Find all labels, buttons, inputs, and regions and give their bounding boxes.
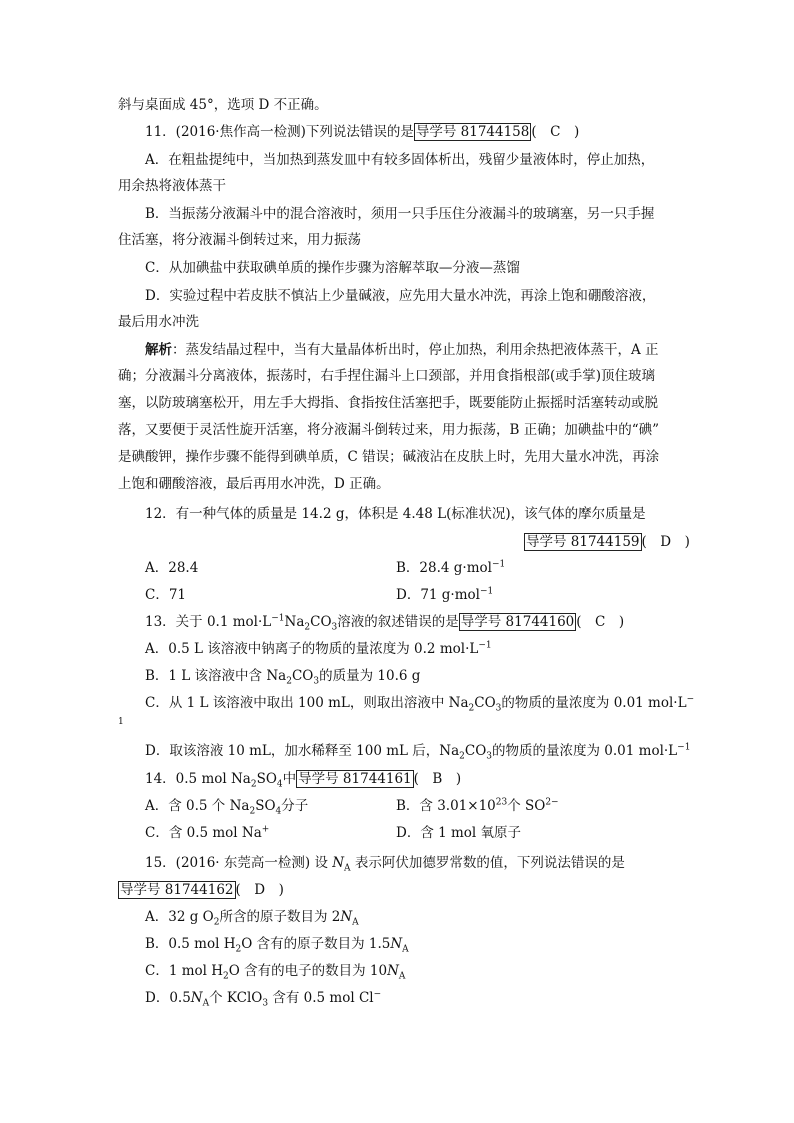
q14-option-b: B．含 $3.01\times 10^{23}$个 $SO^{2-}$ [396, 797, 559, 814]
q14-answer: ( B ) [413, 771, 462, 787]
q13-answer: ( C ) [576, 614, 625, 630]
q11-code: 导学号 81744158 [415, 124, 530, 140]
q11-analysis-5: 是碘酸钾，操作步骤不能得到碘单质，C 错误；碱液沾在皮肤上时，先用大量水冲洗，再涂 [118, 449, 660, 465]
q11-option-a-wrap: 用余热将液体蒸干 [118, 178, 226, 194]
q14-code: 导学号 81744161 [298, 771, 412, 787]
q15-code-line [118, 879, 284, 901]
q13-option-d: D．取该溶液 10 mL，加水稀释至 100 mL 后，$Na_2CO_3$的物质的量浓度为 0.01 $mol\cdot L^{-1}$ [145, 742, 691, 762]
q11-analysis: 解析：蒸发结晶过程中，当有大量晶体析出时，停止加热，利用余热把液体蒸干，A 正 [145, 342, 659, 358]
q13-stem: 13．关于 0.1 $mol\cdot L^{-1}Na_2CO_3$溶液的叙述错误的是 导学号 81744160 ( C ) [145, 613, 625, 633]
q15-option-b: B．0.5 mol $H_2O$ 含有的原子数目为 $1.5N_A$ [145, 936, 409, 955]
q12-option-a: A．28.4 [145, 560, 199, 576]
q12-option-b: B．28.4 g·mol$^{-1}$ [396, 559, 506, 576]
q15-option-c: C．1 mol $H_2O$ 含有的电子的数目为 $10N_A$ [145, 963, 406, 982]
q11-option-c: C．从加碘盐中获取碘单质的操作步骤为溶解萃取—分液—蒸馏 [145, 260, 520, 276]
q15-stem: 15．(2016· 东莞高一检测) 设 $N_A$ 表示阿伏加德罗常数的值，下列说法错误的是 [145, 855, 625, 874]
q11-option-b: B．当振荡分液漏斗中的混合溶液时，须用一只手压住分液漏斗的玻璃塞，另一只手握 [145, 206, 655, 222]
intro-tail: 斜与桌面成 45°，选项 D 不正确。 [118, 97, 328, 113]
q11-analysis-4: 落，又要便于灵活性旋开活塞，将分液漏斗倒转过来，用力振荡，B 正确；加碘盐中的“碘” [118, 422, 660, 438]
q13-option-b: B．1 L 该溶液中含 $Na_2CO_3$的质量为 10.6 g [145, 668, 421, 687]
q12-option-c: C．71 [145, 587, 187, 603]
q12-option-d: D．71 g·mol$^{-1}$ [396, 586, 494, 603]
q11-answer: ( C ) [531, 124, 580, 140]
q11-analysis-3: 塞，以防玻璃塞松开，用左手大拇指、食指按住活塞把手，既要能防止振摇时活塞转动或脱 [118, 395, 658, 411]
q11-option-b-wrap: 住活塞，将分液漏斗倒转过来，用力振荡 [118, 232, 361, 248]
q12-answer: ( D ) [641, 534, 690, 550]
q15-option-d: D．$0.5N_A$个 KClO$_3$ 含有 0.5 mol Cl− [145, 989, 382, 1009]
q13-option-a: A．0.5 L 该溶液中钠离子的物质的量浓度为 0.2 $mol\cdot L^{-1}$ [145, 640, 492, 657]
q14-option-a: A．含 0.5 个 $Na_2SO_4$分子 [145, 798, 309, 817]
q12-code: 导学号 81744159 [526, 534, 640, 550]
q14-stem: 14．0.5 mol $Na_2SO_4$中 导学号 81744161 ( B ) [145, 771, 462, 790]
q11-option-a: A．在粗盐提纯中，当加热到蒸发皿中有较多固体析出，残留少量液体时，停止加热， [145, 152, 655, 168]
q12-stem: 12．有一种气体的质量是 14.2 g，体积是 4.48 L(标准状况)，该气体的摩尔质量是 [145, 506, 646, 522]
q15-code: 导学号 81744162 [120, 882, 234, 898]
q14-option-d: D．含 1 mol 氧原子 [396, 825, 522, 841]
q11-analysis-2: 确；分液漏斗分离液体，振荡时，右手捏住漏斗上口颈部，并用食指根部(或手掌)顶住玻璃 [118, 368, 656, 384]
q13-option-c-wrap: 1 [118, 717, 124, 727]
q11-stem: 11．(2016·焦作高一检测)下列说法错误的是 导学号 81744158 ( C ) [145, 124, 580, 140]
q11-option-d: D．实验过程中若皮肤不慎沾上少量碱液，应先用大量水冲洗，再涂上饱和硼酸溶液， [145, 288, 656, 304]
q15-option-a: A．32 g $O_2$所含的原子数目为 $2N_A$ [145, 909, 359, 928]
analysis-label: 解析 [145, 342, 172, 358]
q11-option-d-wrap: 最后用水冲洗 [118, 314, 199, 330]
q12-code-line [524, 531, 690, 553]
q11-analysis-6: 上饱和硼酸溶液，最后再用水冲洗，D 正确。 [118, 476, 390, 492]
q13-code: 导学号 81744160 [460, 614, 575, 630]
q14-option-c: C．含 0.5 mol Na+ [145, 824, 270, 841]
q15-answer: ( D ) [235, 882, 284, 898]
q13-option-c: C．从 1 L 该溶液中取出 100 mL，则取出溶液中 $Na_2CO_3$的物质的量浓度为 0.01 mol·L− [145, 694, 695, 714]
